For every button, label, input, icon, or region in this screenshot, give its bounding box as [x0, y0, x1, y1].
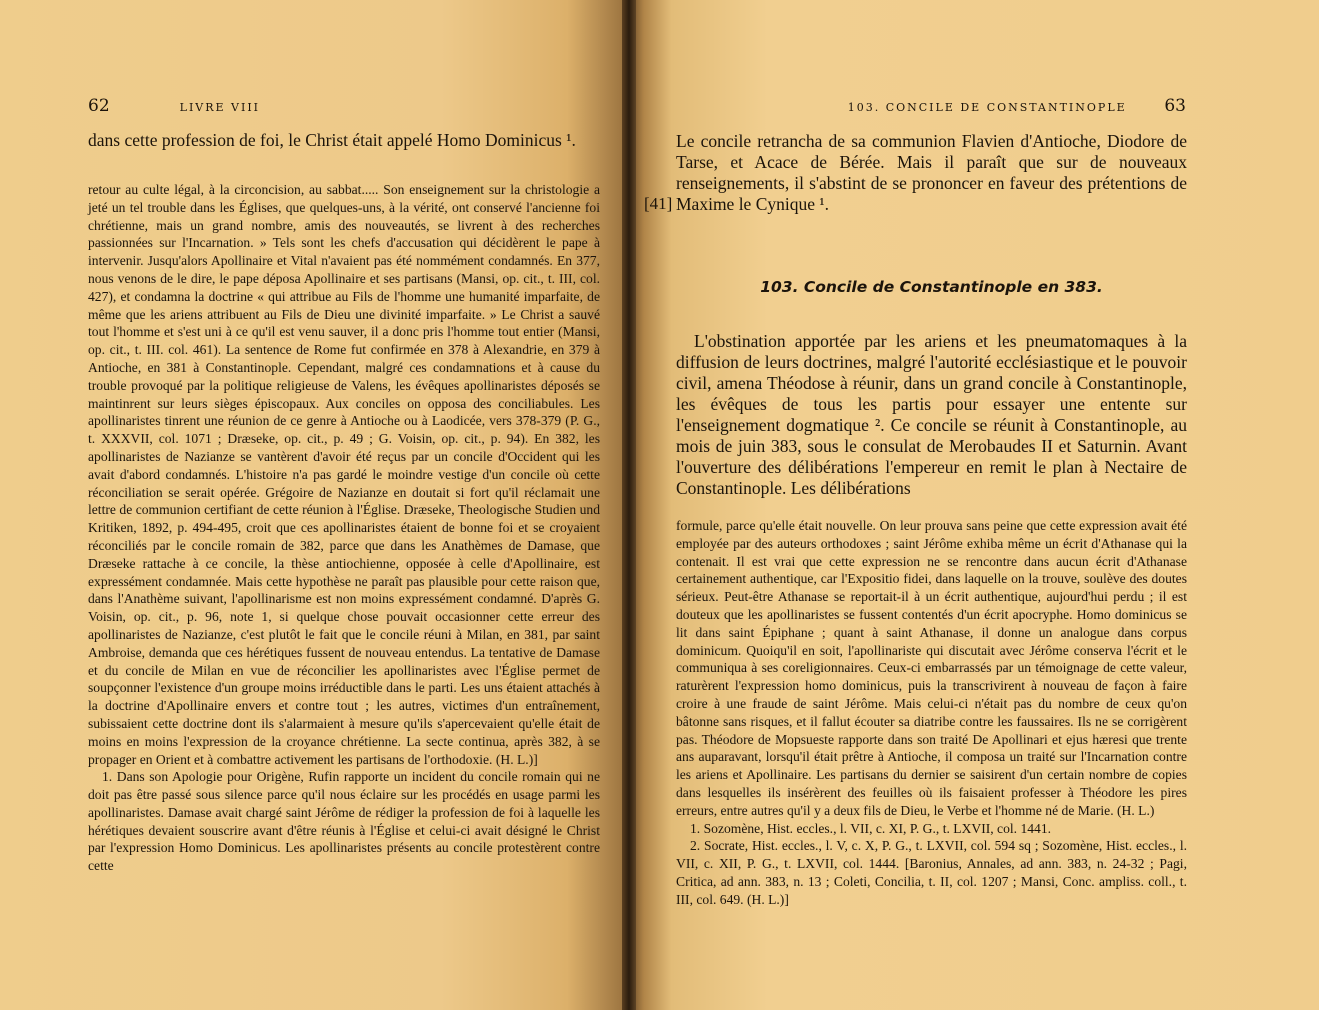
- left-footnotes: [88, 181, 600, 875]
- running-head: 103. CONCILE DE CONSTANTINOPLE: [847, 101, 1127, 114]
- footnote-1: 1. Dans son Apologie pour Origène, Rufin rapporte un incident du concile romain qui ne doit pas être passé sous silence parce qu'il nous éclaire sur les procédés en usage parmi les apollinaristes. Damase avait chargé saint Jérôme de rédiger la profession de foi à laquelle les hérétiques devaient souscrire avant d'être réunis à l'Église et celui-ci avait désigné le Christ par l'expression Homo Dominicus. Les apollinaristes présents au concile protestèrent contre cette: [88, 769, 600, 874]
- footnote-continuation: retour au culte légal, à la circoncision, au sabbat..... Son enseignement sur la christologie a jeté un tel trouble dans les Églises, que quelques-uns, à la vérité, ont conservé l'ancienne foi chrétienne, mais un grand nombre, amis des nouveautés, se livrent à des recherches passionnées sur l'Incarnation. » Tels sont les chefs d'accusation qui décidèrent le pape à intervenir. Jusqu'alors Apollinaire et Vital n'avaient pas été nommément condamnés. En 377, nous venons de le dire, le pape déposa Apollinaire et ses partisans (Mansi, op. cit., t. III, col. 427), et condamna la doctrine « qui attribue au Fils de l'homme une humanité imparfaite, de même que les ariens attribuent au Fils de Dieu une divinité imparfaite. » Le Christ a sauvé tout l'homme et s'est uni à ce qu'il est venu sauver, il a donc pris l'homme tout entier (Mansi, op. cit., t. III. col. 461). La sentence de Rome fut confirmée en 378 à Alexandrie, en 379 à Antioche, en 381 à Constantinople. Cependant, malgré ces condamnations et à cause du trouble provoqué par la politique religieuse de Valens, les évêques apollinaristes déposés se maintinrent sur leurs sièges épiscopaux. Aux conciles on opposa des conciliabules. Les apollinaristes tinrent une réunion de ce genre à Antioche ou à Laodicée, vers 378-379 (P. G., t. XXXVII, col. 1071 ; Dræseke, op. cit., p. 49 ; G. Voisin, op. cit., p. 94). En 382, les apollinaristes de Nazianze se vantèrent d'avoir été reçus par un concile d'Occident qui les avait d'abord condamnés. L'histoire n'a pas gardé le moindre vestige d'un concile où cette réconciliation se serait opérée. Grégoire de Nazianze en doutait si fort qu'il réclamait une lettre de communion certifiant de cette réunion à l'Église. Dræseke, Theologische Studien und Kritiken, 1892, p. 494-495, croit que ces apollinaristes étaient de bonne foi et se croyaient réconciliés par le concile romain de 382, parce que dans les Anathèmes de Damase, que Dræseke rattache à ce concile, la thèse antiochienne, opposée à celle d'Apollinaire, est expressément condamnée. Mais cette hypothèse ne paraît pas plausible pour cette raison que, dans l'Anathème suivant, l'apollinarisme est non moins expressément condamné. D'après G. Voisin, op. cit., p. 96, note 1, si quelque chose pouvait occasionner cette erreur des apollinaristes de Nazianze, c'est plutôt le fait que le concile réuni à Milan, en 381, par saint Ambroise, demanda que ces hérétiques fussent de nouveau entendus. La tentative de Damase et du concile de Milan en vue de réconcilier les apollinaristes avec l'Église permet de soupçonner l'existence d'un groupe moins irréductible dans le parti. Les uns étaient attachés à la doctrine d'Apollinaire envers et contre tout ; les autres, victimes d'un entraînement, subissaient cette doctrine dont ils s'alarmaient à mesure qu'ils s'apercevaient qu'elle était de moins en moins l'expression de la croyance chrétienne. La secte continua, après 382, à se propager en Orient et à combattre activement les partisans de l'orthodoxie. (H. L.)]: [88, 182, 600, 767]
- left-intro-text: dans cette profession de foi, le Christ était appelé Homo Dominicus ¹.: [88, 130, 576, 150]
- left-page-header: [88, 96, 604, 118]
- right-page-header: [810, 96, 1186, 118]
- running-head: LIVRE VIII: [179, 101, 261, 114]
- page-number: 63: [1164, 96, 1186, 116]
- right-footnotes: [676, 517, 1187, 909]
- margin-reference: [41]: [644, 194, 673, 213]
- book-gutter: [622, 0, 636, 1010]
- footnote-1: 1. Sozomène, Hist. eccles., l. VII, c. XI, P. G., t. LXVII, col. 1441.: [690, 820, 1052, 836]
- section-body-text: L'obstination apportée par les ariens et les pneumatomaques à la diffusion de leurs doctrines, malgré l'autorité ecclésiastique et le pouvoir civil, amena Théodose à réunir, dans un grand concile à Constantinople, les évêques de tous les partis pour essayer une entente sur l'enseignement dogmatique ². Ce concile se réunit à Constantinople, au mois de juin 383, sous le consulat de Merobaudes II et Saturnin. Avant l'ouverture des délibérations l'empereur en remit le plan à Nectaire de Constantinople. Les délibérations: [676, 331, 1187, 498]
- footnote-2: 2. Socrate, Hist. eccles., l. V, c. X, P. G., t. LXVII, col. 594 sq ; Sozomène, Hist. eccles., l. VII, c. XII, P. G., t. LXVII, col. 1444. [Baronius, Annales, ad ann. 383, n. 24-32 ; Pagi, Critica, ad ann. 383, n. 13 ; Coleti, Concilia, t. II, col. 1207 ; Mansi, Conc. ampliss. coll., t. III, col. 649. (H. L.)]: [676, 838, 1187, 907]
- right-intro-text: Le concile retrancha de sa communion Flavien d'Antioche, Diodore de Tarse, et Acace de Bérée. Mais il paraît que sur de nouveaux renseignements, il s'abstint de se prononcer en faveur des prétentions de Maxime le Cynique ¹.: [676, 131, 1187, 214]
- section-title: 103. Concile de Constantinople en 383.: [760, 278, 1103, 296]
- right-page: [630, 0, 1319, 1010]
- footnote-continuation: formule, parce qu'elle était nouvelle. On leur prouva sans peine que cette expression avait été employée par des auteurs orthodoxes ; saint Jérôme exhiba même un écrit d'Athanase qui la contenait. Il est vrai que cette expression ne se rencontre dans aucun écrit d'Athanase certainement authentique, car l'Expositio fidei, dans laquelle on la trouve, soulève des doutes sérieux. Peut-être Athanase se reportait-il à un écrit authentique, aujourd'hui perdu ; il est douteux que les apollinaristes se fussent contentés d'un écrit apocryphe. Homo dominicus se lit dans saint Épiphane ; quant à saint Athanase, il donne un analogue dans corpus dominicum. Quoiqu'il en soit, l'apollinariste qui discutait avec Jérôme conserva l'écrit et le communiqua à ses coreligionnaires. Ceux-ci embarrassés par un témoignage de cette valeur, raturèrent l'expression homo dominicus, puis la transcrivirent à nouveau de façon à faire croire à une fraude de saint Jérôme. Mais celui-ci n'était pas du nombre de ceux qu'on bâtonne sans risques, et il fallut écouter sa diatribe contre les faussaires. Ils ne se corrigèrent pas. Théodore de Mopsueste rapporte dans son traité De Apollinari et ejus hæresi que trente ans auparavant, lorsqu'il était prêtre à Antioche, il composa un traité sur l'Incarnation contre les ariens et Apollinaire. Les partisans du dernier se saisirent d'un certain nombre de copies dans lesquelles ils insérèrent des feuilles où ils faisaient professer à Théodore les pires erreurs, entre autres qu'il y a deux fils de Dieu, le Verbe et l'homme né de Marie. (H. L.): [676, 518, 1187, 818]
- left-page: [0, 0, 630, 1010]
- page-number: 62: [88, 96, 110, 116]
